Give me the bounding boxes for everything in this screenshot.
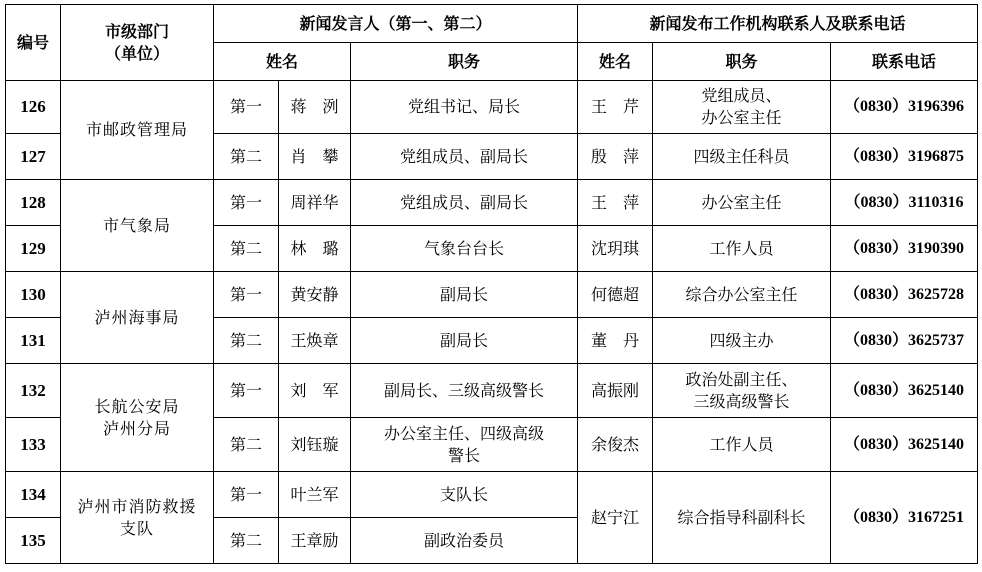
name-cell: 刘 军 bbox=[279, 364, 351, 418]
position-cell: 党组成员、副局长 bbox=[351, 134, 578, 180]
name-cell: 林 璐 bbox=[279, 226, 351, 272]
position-cell: 支队长 bbox=[351, 472, 578, 518]
contact-name-cell: 何德超 bbox=[578, 272, 653, 318]
phone-cell: （0830）3167251 bbox=[831, 472, 978, 564]
contact-name-cell: 董 丹 bbox=[578, 318, 653, 364]
contact-position-cell: 综合办公室主任 bbox=[653, 272, 831, 318]
row-num: 128 bbox=[6, 180, 61, 226]
contact-position-cell: 办公室主任 bbox=[653, 180, 831, 226]
contact-name-cell: 殷 萍 bbox=[578, 134, 653, 180]
rank-cell: 第一 bbox=[214, 180, 279, 226]
rank-cell: 第一 bbox=[214, 81, 279, 134]
spokesperson-table bbox=[5, 4, 978, 564]
table-row bbox=[6, 180, 978, 226]
position-cell: 副局长 bbox=[351, 318, 578, 364]
row-num: 133 bbox=[6, 418, 61, 472]
phone-cell: （0830）3196875 bbox=[831, 134, 978, 180]
phone-cell: （0830）3625737 bbox=[831, 318, 978, 364]
position-cell: 气象台台长 bbox=[351, 226, 578, 272]
name-cell: 叶兰军 bbox=[279, 472, 351, 518]
phone-cell: （0830）3190390 bbox=[831, 226, 978, 272]
row-num: 127 bbox=[6, 134, 61, 180]
header-row-1 bbox=[6, 5, 978, 43]
contact-position-cell: 四级主任科员 bbox=[653, 134, 831, 180]
phone-cell: （0830）3625140 bbox=[831, 364, 978, 418]
rank-cell: 第二 bbox=[214, 318, 279, 364]
contact-position-cell: 党组成员、 办公室主任 bbox=[653, 81, 831, 134]
header-name: 姓名 bbox=[214, 43, 351, 81]
contact-position-cell: 综合指导科副科长 bbox=[653, 472, 831, 564]
row-num: 135 bbox=[6, 518, 61, 564]
dept-cell: 泸州市消防救援 支队 bbox=[61, 472, 214, 564]
dept-cell: 市气象局 bbox=[61, 180, 214, 272]
name-cell: 王章励 bbox=[279, 518, 351, 564]
row-num: 134 bbox=[6, 472, 61, 518]
table-row bbox=[6, 272, 978, 318]
table-row bbox=[6, 81, 978, 134]
name-cell: 王焕章 bbox=[279, 318, 351, 364]
contact-position-cell: 政治处副主任、 三级高级警长 bbox=[653, 364, 831, 418]
rank-cell: 第一 bbox=[214, 472, 279, 518]
row-num: 130 bbox=[6, 272, 61, 318]
position-cell: 党组成员、副局长 bbox=[351, 180, 578, 226]
position-cell: 党组书记、局长 bbox=[351, 81, 578, 134]
rank-cell: 第二 bbox=[214, 226, 279, 272]
table-row bbox=[6, 472, 978, 518]
header-contact-group: 新闻发布工作机构联系人及联系电话 bbox=[578, 5, 978, 43]
contact-position-cell: 工作人员 bbox=[653, 226, 831, 272]
name-cell: 肖 攀 bbox=[279, 134, 351, 180]
rank-cell: 第二 bbox=[214, 134, 279, 180]
row-num: 126 bbox=[6, 81, 61, 134]
contact-name-cell: 王 萍 bbox=[578, 180, 653, 226]
position-cell: 副政治委员 bbox=[351, 518, 578, 564]
name-cell: 黄安静 bbox=[279, 272, 351, 318]
contact-name-cell: 余俊杰 bbox=[578, 418, 653, 472]
dept-cell: 泸州海事局 bbox=[61, 272, 214, 364]
phone-cell: （0830）3196396 bbox=[831, 81, 978, 134]
position-cell: 办公室主任、四级高级 警长 bbox=[351, 418, 578, 472]
contact-name-cell: 赵宁江 bbox=[578, 472, 653, 564]
header-contact-position: 职务 bbox=[653, 43, 831, 81]
rank-cell: 第一 bbox=[214, 364, 279, 418]
contact-name-cell: 王 芹 bbox=[578, 81, 653, 134]
header-contact-name: 姓名 bbox=[578, 43, 653, 81]
rank-cell: 第一 bbox=[214, 272, 279, 318]
dept-cell: 长航公安局 泸州分局 bbox=[61, 364, 214, 472]
header-dept: 市级部门 （单位） bbox=[61, 5, 214, 81]
rank-cell: 第二 bbox=[214, 518, 279, 564]
contact-name-cell: 沈玥琪 bbox=[578, 226, 653, 272]
row-num: 131 bbox=[6, 318, 61, 364]
phone-cell: （0830）3625728 bbox=[831, 272, 978, 318]
name-cell: 刘钰璇 bbox=[279, 418, 351, 472]
row-num: 129 bbox=[6, 226, 61, 272]
rank-cell: 第二 bbox=[214, 418, 279, 472]
contact-position-cell: 四级主办 bbox=[653, 318, 831, 364]
row-num: 132 bbox=[6, 364, 61, 418]
dept-cell: 市邮政管理局 bbox=[61, 81, 214, 180]
name-cell: 蒋 洌 bbox=[279, 81, 351, 134]
position-cell: 副局长、三级高级警长 bbox=[351, 364, 578, 418]
table-row bbox=[6, 364, 978, 418]
header-phone: 联系电话 bbox=[831, 43, 978, 81]
contact-name-cell: 高振刚 bbox=[578, 364, 653, 418]
name-cell: 周祥华 bbox=[279, 180, 351, 226]
header-spokesman-group: 新闻发言人（第一、第二） bbox=[214, 5, 578, 43]
header-num: 编号 bbox=[6, 5, 61, 81]
position-cell: 副局长 bbox=[351, 272, 578, 318]
phone-cell: （0830）3110316 bbox=[831, 180, 978, 226]
phone-cell: （0830）3625140 bbox=[831, 418, 978, 472]
header-position: 职务 bbox=[351, 43, 578, 81]
contact-position-cell: 工作人员 bbox=[653, 418, 831, 472]
